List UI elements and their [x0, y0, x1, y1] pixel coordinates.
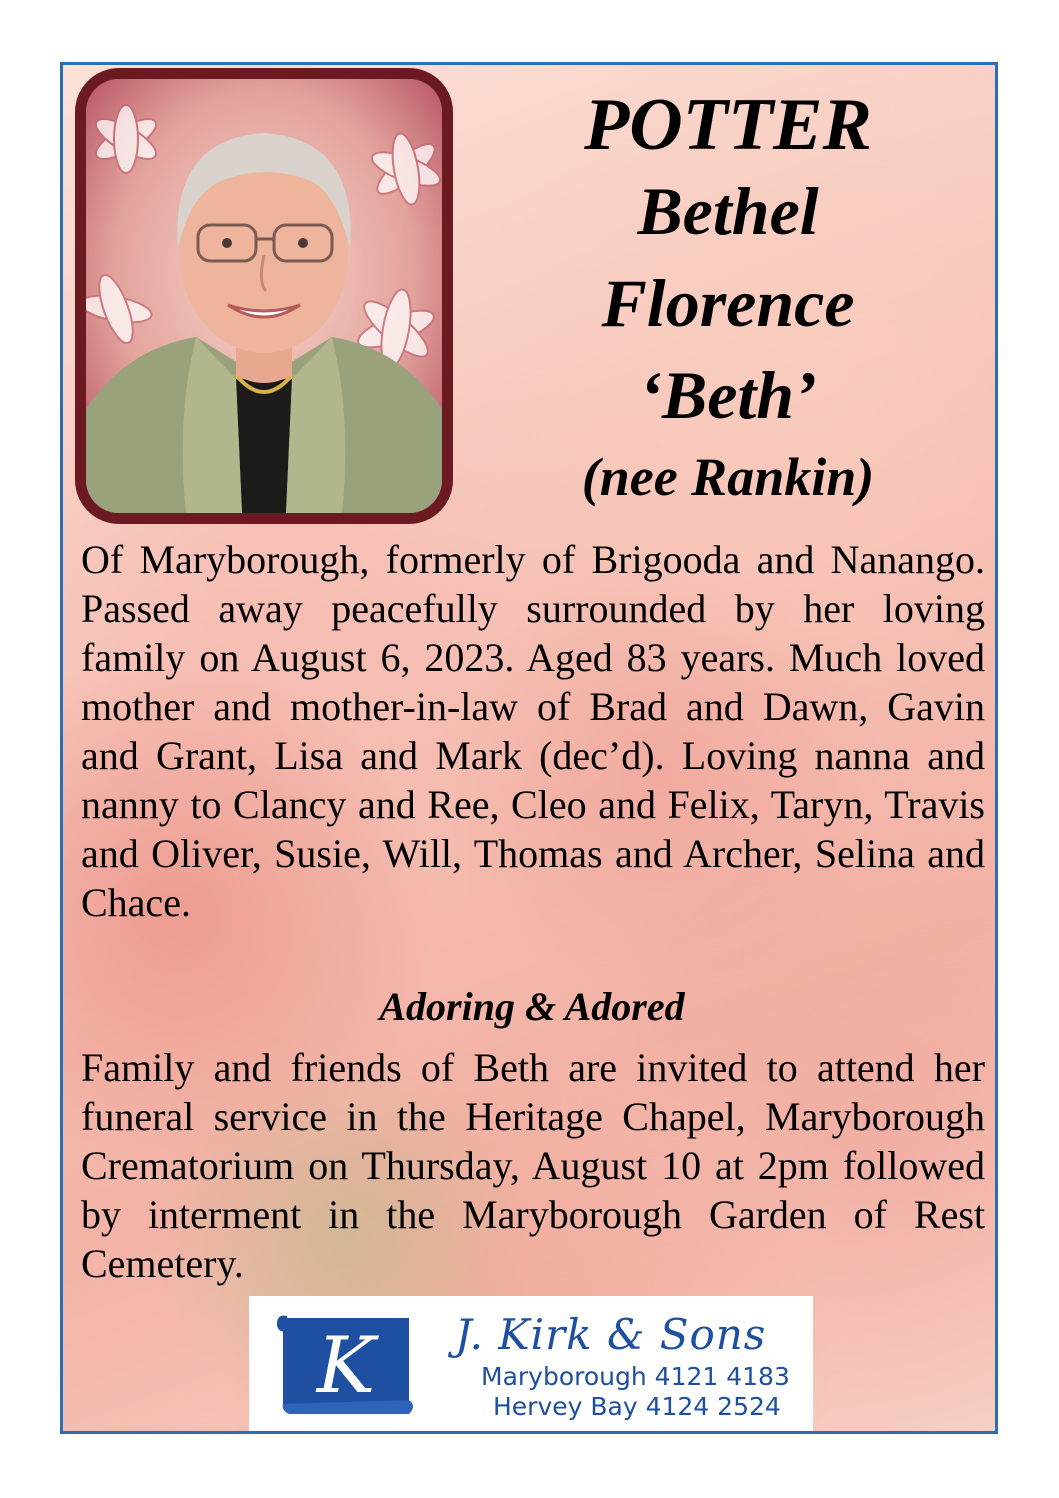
funeral-director-name: J. Kirk & Sons	[455, 1310, 767, 1359]
funeral-director-logo	[249, 1296, 813, 1432]
portrait-photo	[75, 68, 453, 524]
given-name-middle: Florence	[601, 265, 855, 341]
maiden-name: (nee Rankin)	[581, 447, 875, 507]
phone-maryborough: Maryborough 4121 4183	[481, 1362, 790, 1391]
monogram-scroll-icon	[269, 1310, 419, 1416]
obituary-notice	[60, 62, 998, 1434]
nickname: ‘Beth’	[639, 357, 817, 433]
monogram-letter: K	[316, 1321, 376, 1411]
tagline: Adoring & Adored	[379, 984, 685, 1029]
surname: POTTER	[584, 84, 872, 166]
notice-paragraph-funeral: Family and friends of Beth are invited to attend her funeral service in the Heritage Chapel, Maryborough Crematorium on Thursday, August 10 at 2pm followed by interment in the Maryborough Garden of Rest Cemetery.	[81, 1045, 985, 1286]
phone-hervey-bay: Hervey Bay 4124 2524	[493, 1392, 781, 1421]
deceased-name-heading	[523, 85, 933, 513]
notice-paragraph-details: Of Maryborough, formerly of Brigooda and Nanango. Passed away peacefully surrounded by her loving family on August 6, 2023. Aged 83 years. Much loved mother and mother-in-law of Brad and Dawn, Gavin and Grant, Lisa and Mark (dec’d). Loving nanna and nanny to Clancy and Ree, Cleo and Felix, Taryn, Travis and Oliver, Susie, Will, Thomas and Archer, Selina and Chace.	[81, 537, 985, 925]
portrait-illustration	[86, 79, 442, 513]
given-name-first: Bethel	[637, 173, 819, 249]
